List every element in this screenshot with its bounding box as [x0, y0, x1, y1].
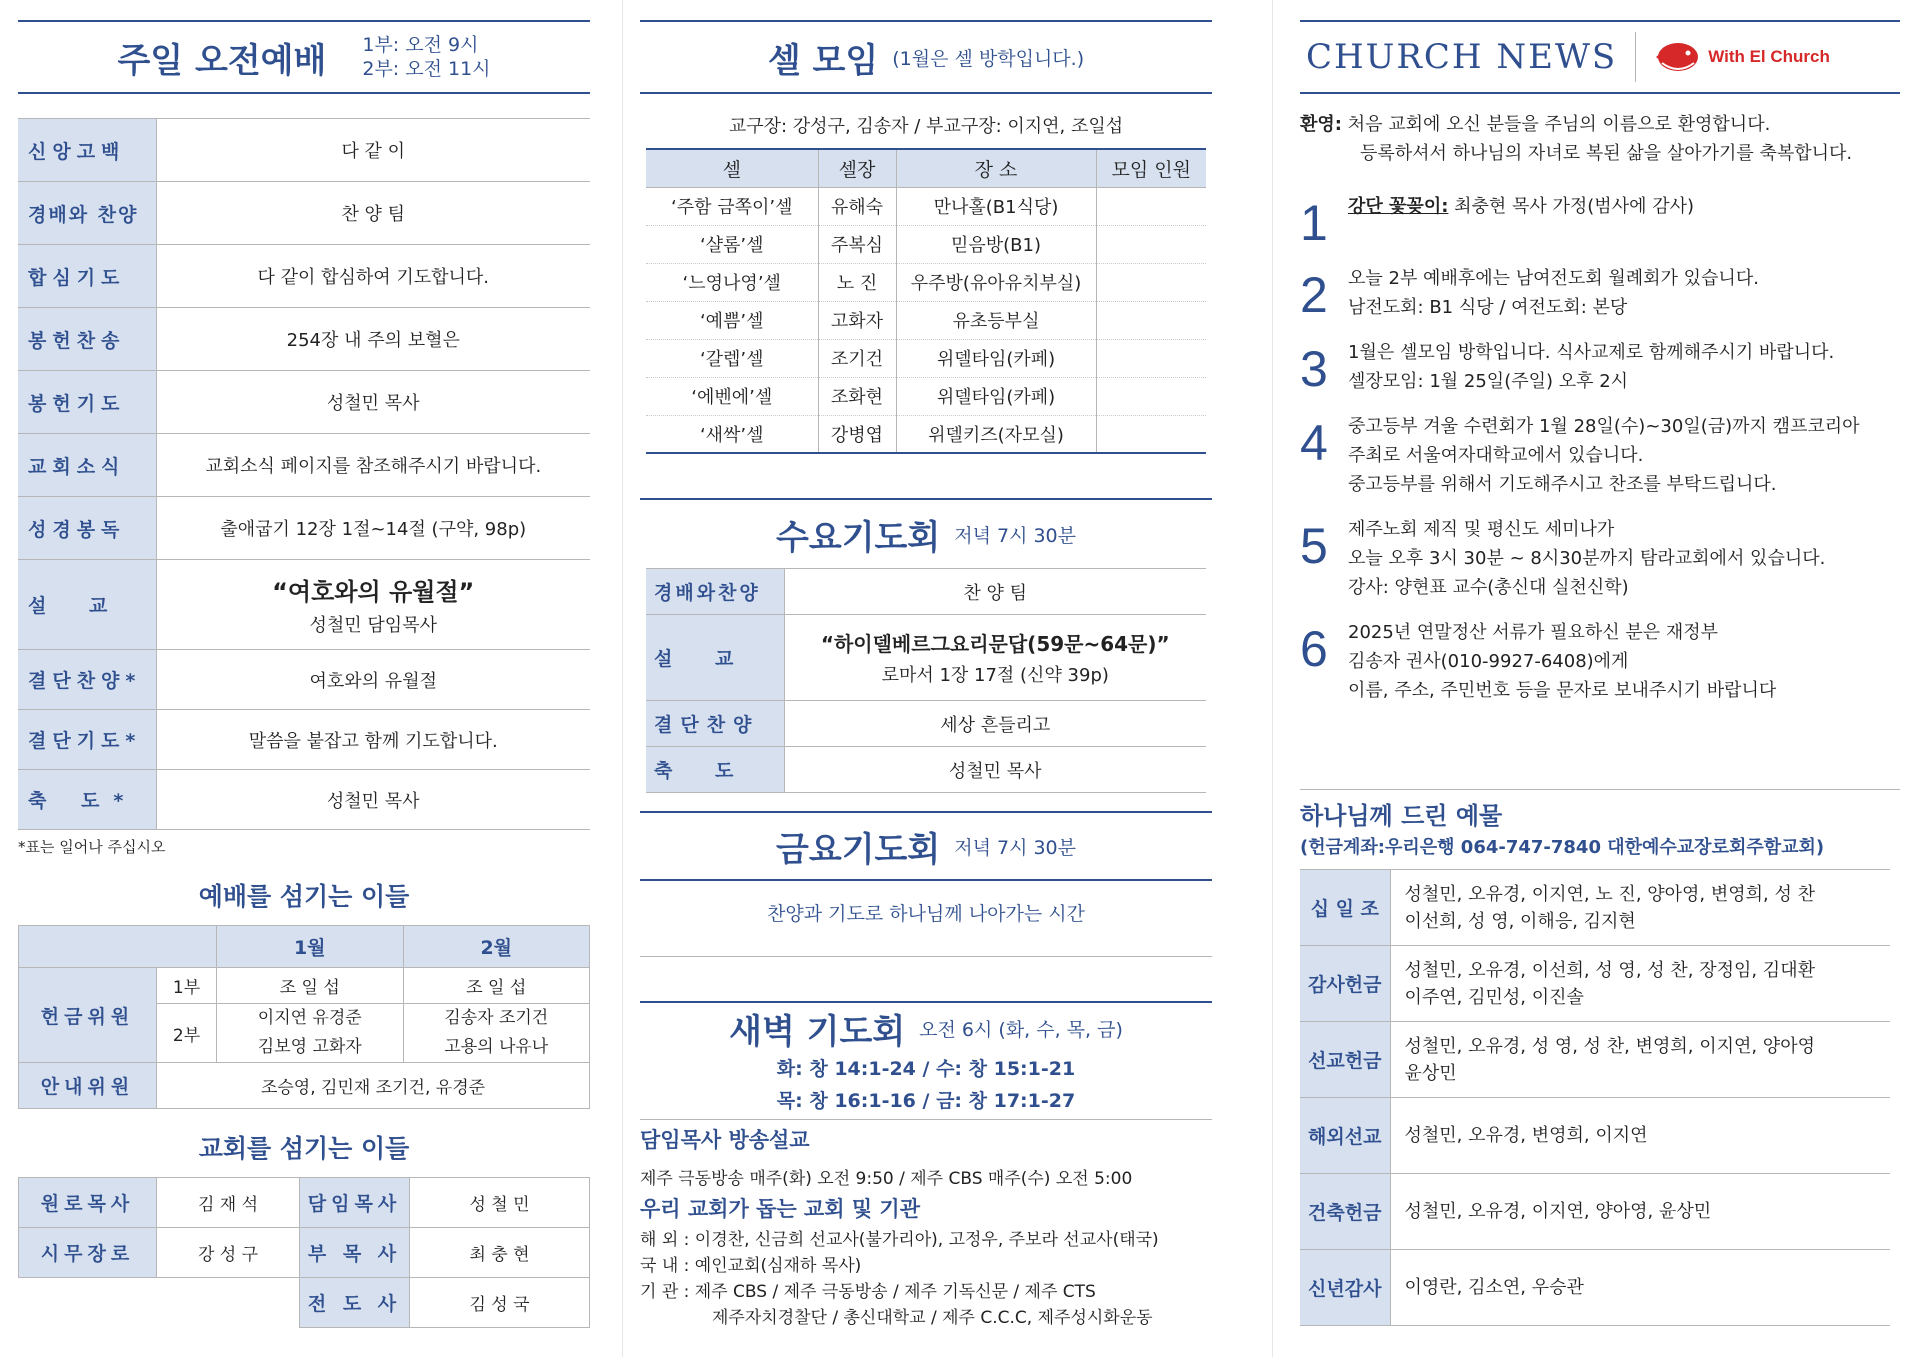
cell-name: ‘주함 금쪽이’셀	[646, 187, 818, 225]
wednesday-table	[646, 568, 1206, 793]
cell-name: ‘느영나영’셀	[646, 263, 818, 301]
offering-names	[1390, 870, 1890, 946]
table-row	[646, 415, 1206, 453]
table-row	[18, 308, 590, 371]
table-row	[646, 301, 1206, 339]
cell-leader: 고화자	[818, 301, 896, 339]
news-line-2: 셀장모임: 1월 25일(주일) 오후 2시	[1348, 371, 1629, 392]
cell-place: 우주방(유아유치부실)	[896, 263, 1096, 301]
offering-names-2: 이선희, 성 영, 이해응, 김지현	[1404, 910, 1636, 932]
cell-col-header: 셀장	[818, 149, 896, 187]
broadcast-text: 제주 극동방송 매주(화) 오전 9:50 / 제주 CBS 매주(수) 오전 5:00	[640, 1169, 1133, 1189]
offering-names-1: 성철민, 오유경, 이지연, 양아영, 윤상민	[1404, 1201, 1712, 1222]
logo-text: With El Church	[1708, 47, 1830, 66]
news-title: CHURCH NEWS	[1306, 37, 1618, 77]
offering-label: 감사헌금	[1300, 946, 1390, 1022]
welcome-label: 환영:	[1300, 114, 1342, 135]
church-servants-table	[18, 1177, 590, 1328]
news-column	[1300, 0, 1900, 1326]
cell-place: 만나홀(B1식당)	[896, 187, 1096, 225]
table-row	[19, 968, 590, 1004]
cell-place: 위델타임(카페)	[896, 339, 1096, 377]
news-list	[1300, 192, 1900, 705]
welcome-block	[1300, 110, 1900, 168]
org-value-2: 제주자치경찰단 / 총신대학교 / 제주 C.C.C, 제주성시화운동	[712, 1308, 1153, 1328]
news-number: 2	[1300, 267, 1328, 323]
offering-title: 하나님께 드린 예물	[1300, 802, 1503, 830]
news-item-1	[1300, 192, 1900, 251]
cell-count	[1096, 415, 1206, 453]
cell-col-header: 셀	[646, 149, 818, 187]
friday-title: 금요기도회	[776, 829, 941, 870]
table-row	[646, 149, 1206, 187]
support-title: 우리 교회가 돕는 교회 및 기관	[640, 1197, 920, 1221]
table-row	[646, 225, 1206, 263]
table-row	[18, 710, 590, 770]
table-row	[18, 650, 590, 710]
news-line-1: 오늘 2부 예배후에는 남여전도회 월례회가 있습니다.	[1348, 268, 1759, 289]
order-value: 다 같이 합심하여 기도합니다.	[156, 245, 590, 308]
news-item-6	[1300, 618, 1900, 705]
fish-logo-icon	[1654, 39, 1702, 75]
news-lines	[1348, 192, 1694, 248]
table-row	[19, 1278, 590, 1328]
cell-leader: 조화현	[818, 377, 896, 415]
table-row	[646, 187, 1206, 225]
offering-names-2: 윤상민	[1404, 1062, 1457, 1084]
news-item-3	[1300, 338, 1900, 396]
church-logo	[1654, 39, 1830, 75]
news-line-3: 강사: 양현표 교수(총신대 실천신학)	[1348, 577, 1629, 598]
welcome-text-1: 처음 교회에 오신 분들을 주님의 이름으로 환영합니다.	[1347, 114, 1771, 135]
offering-names-1: 성철민, 오유경, 이지연, 노 진, 양아영, 변영희, 성 찬	[1404, 883, 1815, 905]
cell-table	[646, 148, 1206, 454]
cell-count	[1096, 225, 1206, 263]
wed-label: 설 교	[646, 615, 784, 701]
dawn-divider	[640, 1119, 1212, 1120]
dawn-time: 오전 6시 (화, 수, 목, 금)	[919, 1018, 1123, 1041]
cell-leader: 강병엽	[818, 415, 896, 453]
elder-name: 김 재 석	[157, 1178, 300, 1228]
news-bold: 강단 꽃꽂이:	[1348, 196, 1449, 217]
jan-part2-a: 이지연 유경준	[257, 1008, 362, 1028]
cell-place: 위델키즈(자모실)	[896, 415, 1096, 453]
order-value: 말씀을 붙잡고 함께 기도합니다.	[156, 710, 590, 770]
offering-label: 해외선교	[1300, 1098, 1390, 1174]
order-label: 결단기도*	[18, 710, 156, 770]
jan-part2	[217, 1004, 404, 1063]
wed-label: 결단찬양	[646, 701, 784, 747]
table-row	[1300, 1022, 1890, 1098]
offering-committee-label: 헌금위원	[19, 968, 157, 1063]
cell-count	[1096, 187, 1206, 225]
support-domestic	[640, 1253, 1212, 1279]
order-label: 합심기도	[18, 245, 156, 308]
news-line-2: 오늘 오후 3시 30분 ~ 8시30분까지 탐라교회에서 있습니다.	[1348, 548, 1826, 569]
friday-time: 저녁 7시 30분	[954, 836, 1076, 859]
sunday-title: 주일 오전예배	[117, 40, 327, 81]
order-label: 봉헌찬송	[18, 308, 156, 371]
table-row	[646, 747, 1206, 793]
news-number: 6	[1300, 621, 1328, 677]
cell-header	[640, 20, 1212, 94]
wednesday-time: 저녁 7시 30분	[954, 524, 1076, 547]
cell-col-header: 모임 인원	[1096, 149, 1206, 187]
news-item-4	[1300, 412, 1900, 499]
dawn-line-2: 목: 창 16:1-16 / 금: 창 17:1-27	[776, 1090, 1076, 1112]
sermon-cell	[156, 560, 590, 650]
cell-name: ‘예쁨’셀	[646, 301, 818, 339]
table-row	[646, 615, 1206, 701]
news-header	[1300, 20, 1900, 94]
table-row	[19, 926, 590, 968]
table-row	[1300, 1098, 1890, 1174]
sunday-header	[18, 20, 590, 94]
order-value: 다 같 이	[156, 119, 590, 182]
friday-desc: 찬양과 기도로 하나님께 나아가는 시간	[767, 903, 1085, 925]
offering-names	[1390, 1174, 1890, 1250]
offering-label: 건축헌금	[1300, 1174, 1390, 1250]
order-label: 봉헌기도	[18, 371, 156, 434]
news-line-1: 제주노회 제직 및 평신도 세미나가	[1348, 519, 1615, 540]
order-label: 신앙고백	[18, 119, 156, 182]
news-number: 1	[1300, 195, 1328, 251]
cell-place: 믿음방(B1)	[896, 225, 1096, 263]
table-row	[18, 119, 590, 182]
cell-name: ‘샬롬’셀	[646, 225, 818, 263]
news-number: 3	[1300, 341, 1328, 397]
table-row	[18, 560, 590, 650]
support-abroad	[640, 1227, 1212, 1253]
servants-corner	[19, 926, 217, 968]
evang-label: 전 도 사	[300, 1278, 410, 1328]
order-label: 축 도*	[18, 770, 156, 830]
sunday-column	[18, 0, 590, 1328]
news-lines	[1348, 618, 1776, 705]
usher-label: 안내위원	[19, 1063, 157, 1109]
dawn-line-1: 화: 창 14:1-24 / 수: 창 15:1-21	[776, 1058, 1076, 1080]
table-row	[646, 701, 1206, 747]
table-row	[18, 770, 590, 830]
cell-count	[1096, 377, 1206, 415]
news-lines	[1348, 338, 1834, 396]
cell-leader: 노 진	[818, 263, 896, 301]
cell-title: 셀 모임	[767, 40, 879, 81]
assoc-name: 최 충 현	[410, 1228, 590, 1278]
news-text: 최충현 목사 가정(범사에 감사)	[1448, 196, 1694, 217]
church-servants-title: 교회를 섬기는 이들	[198, 1134, 410, 1163]
cell-count	[1096, 263, 1206, 301]
feb-part1: 조 일 섭	[403, 968, 590, 1004]
cell-count	[1096, 339, 1206, 377]
news-lines	[1348, 515, 1825, 602]
table-row	[18, 371, 590, 434]
table-row	[1300, 946, 1890, 1022]
wed-label: 축 도	[646, 747, 784, 793]
offering-label: 신년감사	[1300, 1250, 1390, 1326]
news-lines	[1348, 264, 1759, 322]
order-value: 254장 내 주의 보혈은	[156, 308, 590, 371]
domestic-label: 국 내 :	[640, 1256, 690, 1276]
sunday-time-2: 2부: 오전 11시	[362, 58, 491, 80]
worship-servants-title: 예배를 섬기는 이들	[198, 882, 410, 911]
cell-place: 유초등부실	[896, 301, 1096, 339]
wed-sermon	[784, 615, 1206, 701]
table-row	[18, 434, 590, 497]
abroad-value: 이경찬, 신금희 선교사(불가리아), 고정우, 주보라 선교사(태국)	[694, 1230, 1159, 1250]
order-label: 성경봉독	[18, 497, 156, 560]
news-line-2: 주최로 서울여자대학교에서 있습니다.	[1348, 445, 1644, 466]
offering-names-1: 성철민, 오유경, 변영희, 이지연	[1404, 1125, 1648, 1146]
offering-account: (헌금계좌:우리은행 064-747-7840 대한예수교장로회주함교회)	[1300, 837, 1825, 858]
jan-part2-b: 김보영 고화자	[257, 1037, 362, 1057]
jan-part1: 조 일 섭	[217, 968, 404, 1004]
wed-label: 경배와찬양	[646, 569, 784, 615]
table-row	[646, 263, 1206, 301]
order-value: 성철민 목사	[156, 770, 590, 830]
order-label: 설 교	[18, 560, 156, 650]
table-row	[646, 339, 1206, 377]
table-row	[18, 245, 590, 308]
offering-names-1: 성철민, 오유경, 성 영, 성 찬, 변영희, 이지연, 양아영	[1404, 1035, 1815, 1057]
offering-table	[1300, 869, 1890, 1326]
sermon-preacher: 성철민 담임목사	[309, 615, 437, 636]
table-row	[1300, 1174, 1890, 1250]
order-value: 교회소식 페이지를 참조해주시기 바랍니다.	[156, 434, 590, 497]
order-value: 여호와의 유월절	[156, 650, 590, 710]
senior-name: 성 철 민	[410, 1178, 590, 1228]
month-1-header: 1월	[217, 926, 404, 968]
friday-header	[640, 811, 1212, 881]
friday-divider	[640, 956, 1212, 957]
sunday-time-1: 1부: 오전 9시	[362, 34, 479, 56]
wednesday-header	[640, 498, 1212, 568]
offering-names	[1390, 1022, 1890, 1098]
news-line-2: 남전도회: B1 식당 / 여전도회: 본당	[1348, 297, 1628, 318]
order-value: 성철민 목사	[156, 371, 590, 434]
cell-name: ‘새싹’셀	[646, 415, 818, 453]
steward-name: 강 성 구	[157, 1228, 300, 1278]
sermon-title: “여호와의 유월절”	[272, 578, 475, 606]
feb-part2-b: 고용의 나유나	[444, 1037, 549, 1057]
offering-names	[1390, 946, 1890, 1022]
offering-label: 선교헌금	[1300, 1022, 1390, 1098]
news-line-2: 김송자 권사(010-9927-6408)에게	[1348, 651, 1629, 672]
worship-order-table	[18, 118, 590, 830]
elder-label: 원로목사	[19, 1178, 157, 1228]
support-org	[640, 1279, 1212, 1305]
cell-leader: 조기건	[818, 339, 896, 377]
sunday-times	[362, 33, 490, 81]
wednesday-title: 수요기도회	[776, 517, 941, 558]
feb-part2-a: 김송자 조기건	[444, 1008, 549, 1028]
welcome-line-1	[1300, 110, 1900, 139]
cell-subtitle: (1월은 셀 방학입니다.)	[892, 47, 1085, 70]
cell-place: 위델타임(카페)	[896, 377, 1096, 415]
order-value: 찬 양 팀	[156, 182, 590, 245]
table-row	[19, 1063, 590, 1109]
wed-value: 성철민 목사	[784, 747, 1206, 793]
blank-cell	[157, 1278, 300, 1328]
table-row	[19, 1228, 590, 1278]
dawn-title: 새벽 기도회	[729, 1011, 906, 1052]
support-list	[640, 1227, 1212, 1331]
news-item-5	[1300, 515, 1900, 602]
table-row	[1300, 1250, 1890, 1326]
cell-name: ‘에벤에’셀	[646, 377, 818, 415]
abroad-label: 해 외 :	[640, 1230, 690, 1250]
assoc-label: 부 목 사	[300, 1228, 410, 1278]
welcome-text-2: 등록하셔서 하나님의 자녀로 복된 삶을 살아가기를 축복합니다.	[1360, 143, 1853, 164]
part-2: 2부	[157, 1004, 217, 1063]
wed-value: 찬 양 팀	[784, 569, 1206, 615]
news-item-2	[1300, 264, 1900, 322]
org-value-1: 제주 CBS / 제주 극동방송 / 제주 기독신문 / 제주 CTS	[694, 1282, 1096, 1302]
wed-value: 세상 흔들리고	[784, 701, 1206, 747]
wed-sermon-title: “하이델베르그요리문답(59문~64문)”	[820, 632, 1170, 656]
table-row	[646, 377, 1206, 415]
cell-name: ‘갈렙’셀	[646, 339, 818, 377]
steward-label: 시무장로	[19, 1228, 157, 1278]
month-2-header: 2월	[403, 926, 590, 968]
news-line-3: 이름, 주소, 주민번호 등을 문자로 보내주시기 바랍니다	[1348, 680, 1777, 701]
cell-leader: 주복심	[818, 225, 896, 263]
cell-col-header: 장 소	[896, 149, 1096, 187]
feb-part2	[403, 1004, 590, 1063]
evang-name: 김 성 국	[410, 1278, 590, 1328]
table-row	[18, 497, 590, 560]
domestic-value: 예인교회(심재하 목사)	[694, 1256, 862, 1276]
blank-cell	[19, 1278, 157, 1328]
news-number: 5	[1300, 518, 1328, 574]
dawn-readings	[640, 1053, 1212, 1117]
cell-leader: 유해숙	[818, 187, 896, 225]
table-row	[1300, 870, 1890, 946]
header-divider	[1635, 32, 1636, 82]
part-1: 1부	[157, 968, 217, 1004]
offering-names-2: 이주연, 김민성, 이진솔	[1404, 986, 1584, 1008]
offering-label: 십 일 조	[1300, 870, 1390, 946]
table-row	[19, 1178, 590, 1228]
order-label: 결단찬양*	[18, 650, 156, 710]
order-label: 경배와 찬양	[18, 182, 156, 245]
senior-label: 담임목사	[300, 1178, 410, 1228]
news-line-3: 중고등부를 위해서 기도해주시고 찬조를 부탁드립니다.	[1348, 474, 1777, 495]
standing-note: *표는 일어나 주십시오	[18, 838, 166, 856]
org-label: 기 관 :	[640, 1282, 690, 1302]
news-line-1: 2025년 연말정산 서류가 필요하신 분은 재정부	[1348, 622, 1719, 643]
offering-names	[1390, 1250, 1890, 1326]
order-value: 출애굽기 12장 1절~14절 (구약, 98p)	[156, 497, 590, 560]
cell-count	[1096, 301, 1206, 339]
wed-sermon-ref: 로마서 1장 17절 (신약 39p)	[881, 665, 1109, 686]
ushers: 조승영, 김민재 조기건, 유경준	[157, 1063, 590, 1109]
worship-servants-table	[18, 925, 590, 1109]
order-label: 교회소식	[18, 434, 156, 497]
news-lines	[1348, 412, 1860, 499]
meetings-column	[640, 0, 1212, 1331]
offering-names	[1390, 1098, 1890, 1174]
dawn-header	[640, 1001, 1212, 1053]
offering-divider	[1300, 789, 1900, 790]
news-line-1: 중고등부 겨울 수련회가 1월 28일(수)~30일(금)까지 캠프코리아	[1348, 416, 1860, 437]
table-row	[646, 569, 1206, 615]
cell-leaders: 교구장: 강성구, 김송자 / 부교구장: 이지연, 조일섭	[728, 116, 1124, 137]
news-line-1: 1월은 셀모임 방학입니다. 식사교제로 함께해주시기 바랍니다.	[1348, 342, 1835, 363]
offering-names-1: 이영란, 김소연, 우승관	[1404, 1277, 1584, 1298]
news-line-1	[1348, 192, 1694, 221]
offering-names-1: 성철민, 오유경, 이선희, 성 영, 성 찬, 장정임, 김대환	[1404, 959, 1815, 981]
news-number: 4	[1300, 415, 1328, 471]
table-row	[18, 182, 590, 245]
broadcast-title: 담임목사 방송설교	[640, 1128, 810, 1152]
